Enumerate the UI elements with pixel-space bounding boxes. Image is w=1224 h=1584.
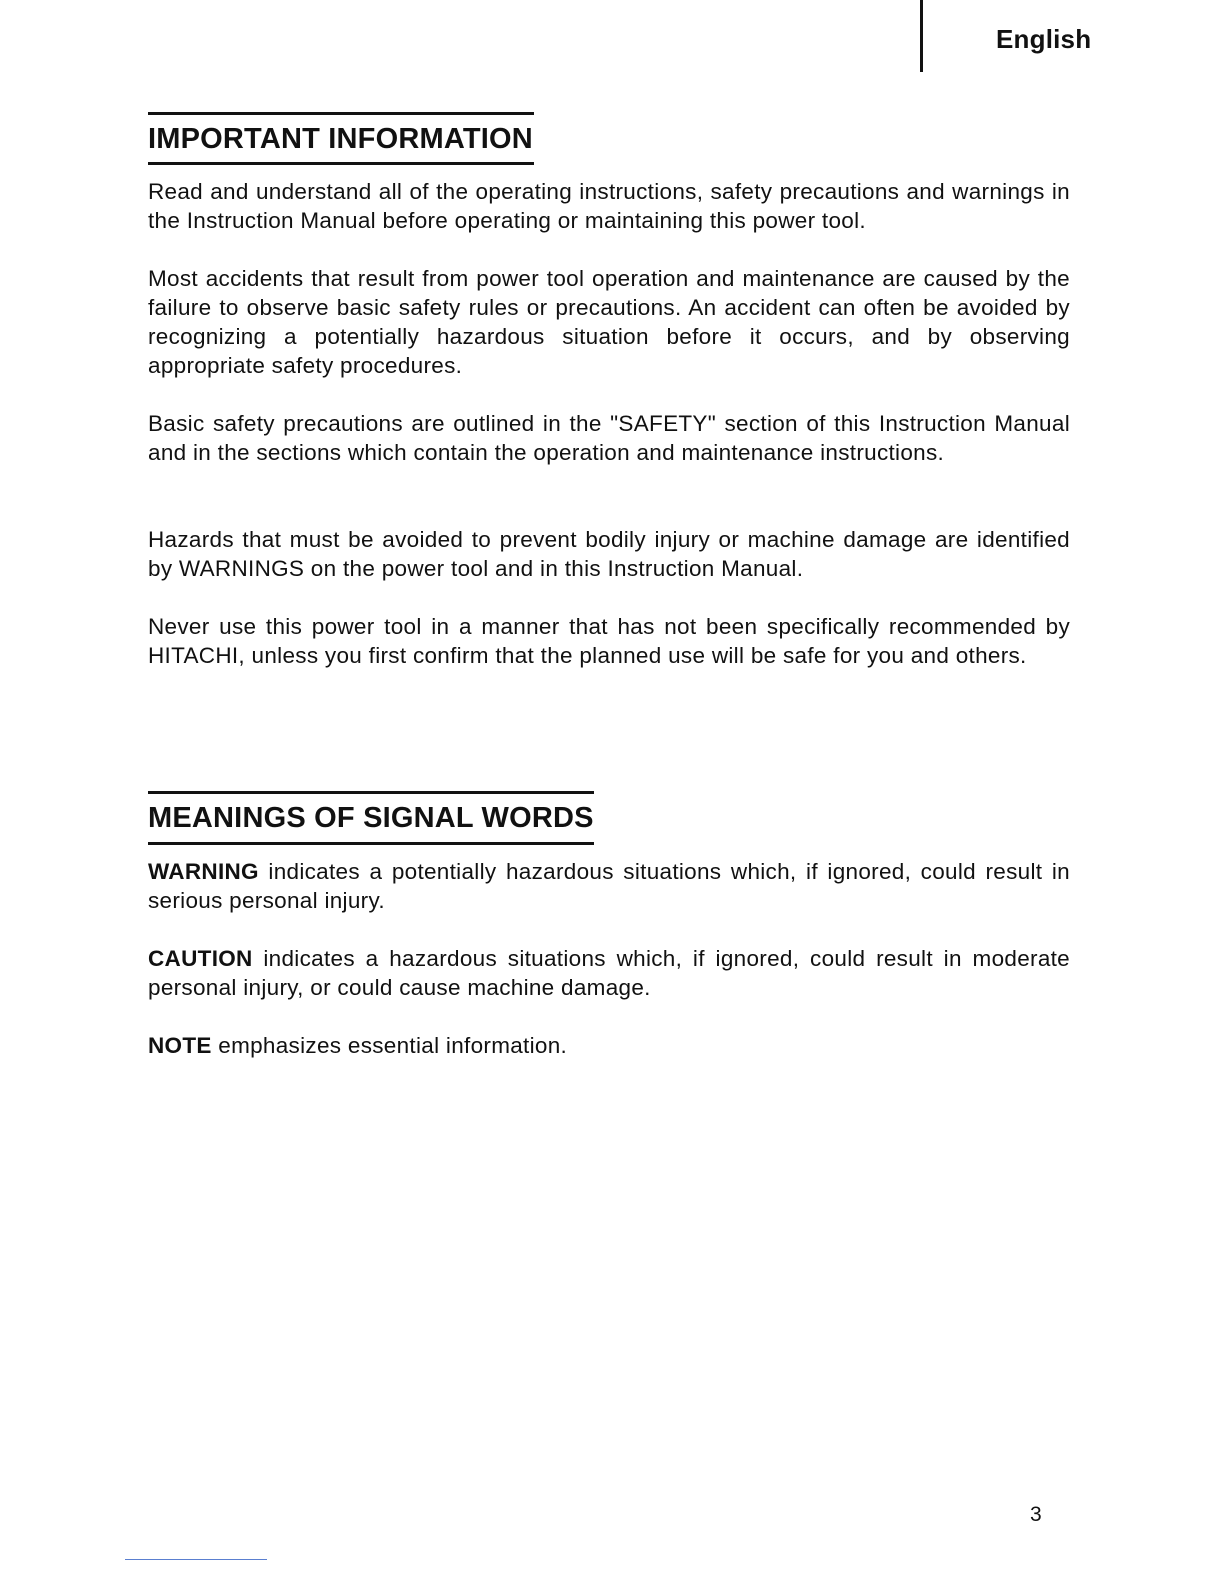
signal-term: CAUTION (148, 946, 253, 971)
heading-rule-top (148, 112, 534, 115)
signal-definition: indicates a potentially hazardous situations which, if ignored, could result in serious personal injury. (148, 859, 1070, 913)
signal-term: NOTE (148, 1033, 212, 1058)
language-label: English (996, 24, 1092, 54)
signal-term: WARNING (148, 859, 259, 884)
header-divider (920, 0, 923, 72)
paragraph: Never use this power tool in a manner that has not been specifically recommended by HITACHI, unless you first confirm that the planned use will be safe for you and others. (148, 614, 1070, 668)
signal-definition: emphasizes essential information. (218, 1033, 568, 1058)
signal-word-note (148, 1031, 1070, 1060)
paragraph: Hazards that must be avoided to prevent bodily injury or machine damage are identified by WARNINGS on the power tool and in this Instruction Manual. (148, 527, 1070, 581)
signal-words-heading: MEANINGS OF SIGNAL WORDS (148, 802, 594, 834)
heading-rule-top (148, 791, 594, 794)
paragraph: Read and understand all of the operating instructions, safety precautions and warnings in the Instruction Manual before operating or maintaining this power tool. (148, 179, 1070, 233)
heading-rule-bottom (148, 162, 534, 165)
heading-rule-bottom (148, 842, 594, 845)
page-number: 3 (1030, 1503, 1042, 1526)
signal-definition: indicates a hazardous situations which, if ignored, could result in moderate personal injury, or could cause machine damage. (148, 946, 1070, 1000)
paragraph: Most accidents that result from power tool operation and maintenance are caused by the failure to observe basic safety rules or precautions. An accident can often be avoided by recognizing a potentially hazardous situation before it occurs, and by observing appropriate safety procedures. (148, 266, 1070, 378)
paragraph: Basic safety precautions are outlined in the "SAFETY" section of this Instruction Manual and in the sections which contain the operation and maintenance instructions. (148, 411, 1070, 465)
footer-line (125, 1559, 267, 1560)
signal-word-warning (148, 857, 1070, 915)
signal-word-caution (148, 944, 1070, 1002)
important-information-heading: IMPORTANT INFORMATION (148, 123, 533, 155)
